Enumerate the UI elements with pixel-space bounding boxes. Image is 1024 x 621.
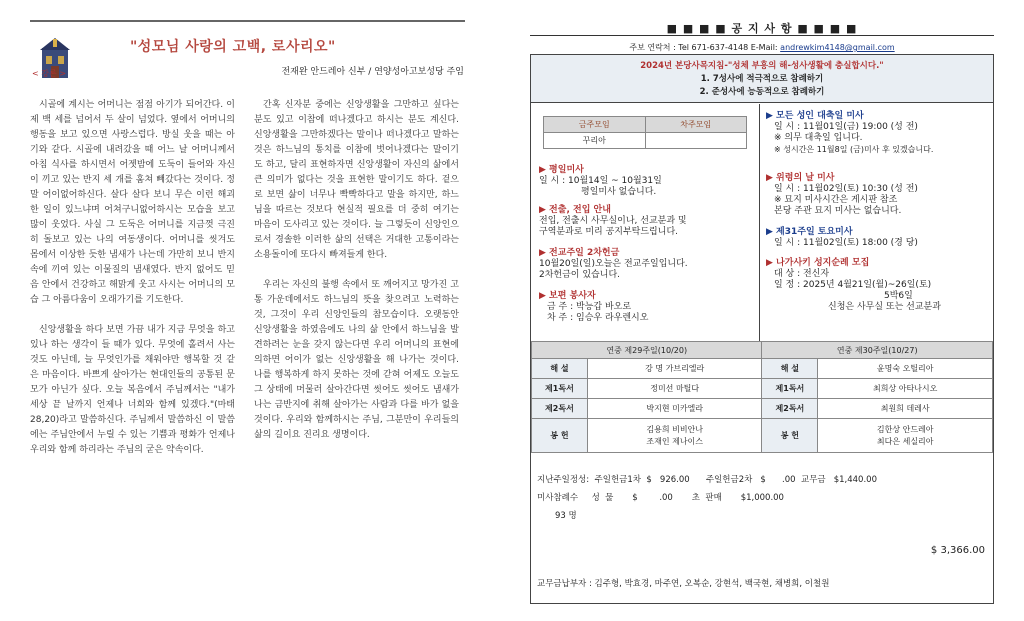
table-row <box>532 359 993 379</box>
role-label: 제1독서 <box>532 379 588 399</box>
homily-column-1 <box>30 98 235 473</box>
section-line: 대 상 : 전신자 <box>774 269 830 279</box>
role-label: 해 설 <box>532 359 588 379</box>
meeting-cell: 꾸리아 <box>544 133 646 149</box>
offering-line-2: 미사참례수 성 물 $ .00 초 판매 $1,000.00 <box>537 493 784 503</box>
section-line: 일 시 : 11월02일(토) 18:00 (경 당) <box>774 238 918 248</box>
section-line: 차 주 : 임승우 라우렌시오 <box>547 313 649 323</box>
notice-header: ■ ■ ■ ■ 공 지 사 항 ■ ■ ■ ■ <box>666 22 858 35</box>
notice-volunteers <box>539 291 648 324</box>
section-line: 본당 주관 묘지 미사는 없습니다. <box>774 206 902 216</box>
offering-total: $ 3,366.00 <box>930 545 985 556</box>
role-value: 강 명 가브리엘라 <box>587 359 762 379</box>
meeting-table <box>543 116 747 149</box>
role-value: 정미선 마틸다 <box>587 379 762 399</box>
role-value: 김용희 비비안나 조재인 제나이스 <box>587 419 762 453</box>
homily-page <box>30 20 470 610</box>
table-row <box>532 419 993 453</box>
homily-author: 전재완 안드레아 신부 / 연양성아고보성당 주임 <box>281 67 464 77</box>
contact-email-link[interactable]: andrewkim4148@gmail.com <box>780 43 895 52</box>
homily-column-2 <box>254 98 459 458</box>
section-line: 구역분과로 미리 공지부탁드립니다. <box>539 227 678 237</box>
role-value: 박지현 미카엘라 <box>587 399 762 419</box>
goal-title: 2024년 본당사목지침-"성체 부흥의 해-성사생활에 충실합시다." <box>640 61 884 71</box>
section-line: 금 주 : 박능갑 바오로 <box>547 302 632 312</box>
donor-list: 교무금납부자 : 김주형, 박효경, 마주연, 오복순, 강현석, 백국현, 채병희, 이철원 <box>537 579 830 589</box>
meeting-header-next-week: 차주모임 <box>645 117 747 133</box>
section-line: 일 시 : 10월14일 ~ 10월31일 <box>539 176 662 186</box>
pastoral-goal <box>531 55 993 103</box>
role-label: 제2독서 <box>762 399 818 419</box>
section-title: ▶ 보편 봉사자 <box>539 291 596 301</box>
contact-line <box>530 42 994 53</box>
notice-mission-sunday <box>539 248 688 281</box>
meeting-cell <box>645 133 747 149</box>
section-line: 전입, 전출시 사무실이나, 선교분과 및 <box>539 216 687 226</box>
notice-transfer <box>539 205 687 238</box>
week-header: 연중 제29주일(10/20) <box>532 342 762 359</box>
offering-line-1: 지난주일정성: 주일헌금1차 $ 926.00 주일헌금2차 $ .00 교무금 $1,440.00 <box>537 475 877 485</box>
section-line: ※ 성시간은 11월8일 (금)미사 후 있겠습니다. <box>774 145 934 154</box>
section-title: ▶ 나가사키 성지순례 모집 <box>766 258 870 268</box>
header-divider <box>530 35 994 36</box>
table-row <box>532 379 993 399</box>
role-value: 최희상 아타나시오 <box>818 379 993 399</box>
goal-item: 1. 7성사에 적극적으로 참례하기 <box>700 74 824 84</box>
role-label: 해 설 <box>762 359 818 379</box>
section-line: 일 시 : 11월02일(토) 10:30 (성 전) <box>774 184 918 194</box>
paragraph: 시골에 계시는 어머니는 점점 아기가 되어간다. 이제 백 세를 넘어서 두 살이 넘었다. 옆에서 어머니의 행동을 보고 있으면 사랑스럽다. 방실 웃을 때는 아기와 같다. 시골에 내려갔을 때 어느 날 어머니께서 아침 식사를 하시면서 어젯밤에 도둑이 들어와 자신이 끼고 있는 반지 세 개를 훔쳐 빼갔다는 것이다. 정말 어이없어하신다. 살다 살다 보니 무슨 이런 해괴한 일이 있느냐며 어쳐구니없어하시는 모습을 보고 많이 웃었다. 사실 그 도둑은 어머니를 지금껏 극진히 돌보고 있는 나의 여동생이다. 어머니를 씻겨도 몸에서 이상한 듯한 냄새가 나는데 가만히 보니 반지 속에 끼여 있는 이물질의 냄새였다. 반지 없어도 믿음 안에서 건강하고 해맑게 웃고 사시는 어머니의 모습 그 아름다움이 오래가기를 기도한다. <box>30 100 235 305</box>
role-value: 윤명숙 오틸리아 <box>818 359 993 379</box>
section-line: 신청은 사무실 또는 선교분과 <box>828 302 941 312</box>
notice-page <box>530 20 994 604</box>
section-title: ▶ 위령의 날 미사 <box>766 173 835 183</box>
section-line: 평일미사 없습니다. <box>581 187 657 197</box>
paragraph: 간혹 신자분 중에는 신앙생활을 그만하고 싶다는 분도 있고 이참에 떠나겠다고 하시는 분도 계신다. 신앙생활을 그만하겠다는 말이나 떠나겠다고 말하는 것은 하느님의 통치를 이참에 벗어나겠다는 말이기도 하고, 달리 표현하자면 신앙생활이 자신의 삶에서 큰 의미가 없다는 것을 표현한 말이기도 하다. 겉으로 보면 삶이 너무나 빡빡하다고 말을 하지만, 하느님을 따르는 것보다 현실적 필요를 더 중히 여기는 마음이 도사리고 있는 것이다. 늘 그렇듯이 신앙인으로서 경솔한 이러한 삶의 선택은 거대한 고통이라는 소용돌이에 또다시 빠져들게 한다. <box>254 100 459 260</box>
role-value: 최원희 데레사 <box>818 399 993 419</box>
homily-title: "성모님 사랑의 고백, 로사리오" <box>130 39 336 55</box>
goal-item: 2. 준성사에 능동적으로 참례하기 <box>699 87 825 97</box>
notice-pilgrimage <box>766 258 941 313</box>
role-label: 제1독서 <box>762 379 818 399</box>
column-divider <box>759 104 760 341</box>
top-divider <box>30 20 465 22</box>
section-title: ▶ 전교주일 2차헌금 <box>539 248 620 258</box>
section-line: 10월20일(일)오늘은 전교주일입니다. <box>539 259 688 269</box>
logo-caption: < 강론 > <box>32 69 66 78</box>
table-row <box>532 399 993 419</box>
notice-all-souls <box>766 173 918 217</box>
paragraph: 우리는 자신의 불행 속에서 또 깨어지고 망가진 고통 가운데에서도 하느님의 뜻을 찾으려고 노력하는 것, 그것이 우리 신앙인들의 참모습이다. 오랫동안 신앙생활을 하였음에도 나의 삶 안에서 하느님을 발견하려는 눈을 갖지 않는다면 우리 어머니의 표현에 의하면 어이가 없는 신앙생활을 해 나가는 것이다. 나를 행복하게 하지 못하는 것에 갇혀 어제도 오늘도 그 상태에 머물러 살아간다면 씻어도 씻어도 냄새가 나는 금반지에 취해 살아가는 사람과 다를 바가 없을 것이다. 우리와 함께하시는 주님, 그분만이 우리들의 삶의 길이요 진리요 생명이다. <box>254 280 459 440</box>
paragraph: 신앙생활을 하다 보면 가끔 내가 지금 무엇을 하고 있나 하는 생각이 들 때가 있다. 무엇에 홀려서 사는 것도 아닌데, 늘 무엇인가를 채워야만 행복할 것 같은 마음이다. 바쁘게 살아가는 현대인들의 공통된 문모가 아닌가 싶다. 오늘 복음에서 주님께서는 "내가 세상 끝 날까지 언제나 너희와 함께 있겠다."(마태 28,20)라고 말씀하신다. 주님께서 말씀하신 이 말씀에는 주님안에서 누릴 수 있는 기쁨과 평화가 언제나 우리와 함께 하리라는 주님의 굳은 약속이다. <box>30 325 235 455</box>
section-line: 2차헌금이 있습니다. <box>539 270 621 280</box>
notice-all-saints <box>766 111 933 155</box>
role-label: 제2독서 <box>532 399 588 419</box>
contact-prefix: 주보 연락처 : Tel 671-637-4148 E-Mail: <box>629 43 781 52</box>
section-title: ▶ 제31주일 토요미사 <box>766 227 853 237</box>
meeting-header-this-week: 금주모임 <box>544 117 646 133</box>
notice-weekday-mass <box>539 165 662 198</box>
notice-box <box>530 54 994 604</box>
section-title: ▶ 모든 성인 대축일 미사 <box>766 111 864 121</box>
role-label: 봉 헌 <box>762 419 818 453</box>
notice-saturday-mass <box>766 227 918 249</box>
liturgy-schedule-table <box>531 341 993 453</box>
role-label: 봉 헌 <box>532 419 588 453</box>
section-line: 일 정 : 2025년 4월21일(월)~26일(토) <box>774 280 932 290</box>
section-title: ▶ 평일미사 <box>539 165 584 175</box>
section-line: ※ 의무 대축일 입니다. <box>774 133 863 143</box>
section-line: 일 시 : 11월01일(금) 19:00 (성 전) <box>774 122 918 132</box>
section-line: 5박6일 <box>884 291 913 301</box>
week-header: 연중 제30주일(10/27) <box>762 342 993 359</box>
section-title: ▶ 전출, 전입 안내 <box>539 205 611 215</box>
section-line: ※ 묘지 미사시간은 게시판 참조 <box>774 195 898 205</box>
role-value: 김한상 안드레아 최다은 세실리아 <box>818 419 993 453</box>
attendance-count: 93 명 <box>555 511 577 521</box>
